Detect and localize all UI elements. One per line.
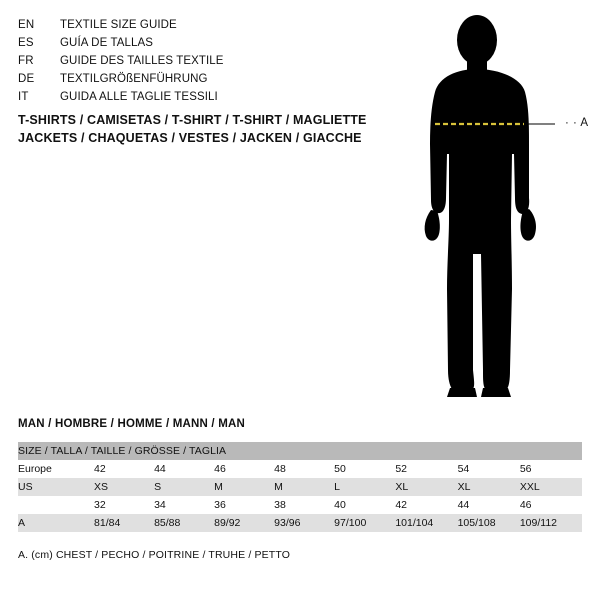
cell: 40	[334, 496, 395, 514]
row-label: US	[18, 478, 94, 496]
table-header-label: SIZE / TALLA / TAILLE / GRÖSSE / TAGLIA	[18, 442, 582, 460]
cell: 105/108	[458, 514, 520, 532]
row-label	[18, 496, 94, 514]
cell: 44	[154, 460, 214, 478]
row-label: Europe	[18, 460, 94, 478]
cell: 38	[274, 496, 334, 514]
cell: 50	[334, 460, 395, 478]
cell: 46	[214, 460, 274, 478]
cell: XXL	[520, 478, 582, 496]
language-row	[18, 34, 378, 52]
cell: 32	[94, 496, 154, 514]
table-header-row	[18, 442, 582, 460]
language-text: TEXTILGRÖßENFÜHRUNG	[60, 73, 208, 85]
cell: 36	[214, 496, 274, 514]
table-row	[18, 478, 582, 496]
cell: XS	[94, 478, 154, 496]
cell: 48	[274, 460, 334, 478]
cell: 101/104	[395, 514, 457, 532]
row-label: A	[18, 514, 94, 532]
language-text: GUIDA ALLE TAGLIE TESSILI	[60, 91, 218, 103]
cell: 89/92	[214, 514, 274, 532]
chest-callout-label: · · A	[565, 117, 589, 129]
cell: 81/84	[94, 514, 154, 532]
language-code: ES	[18, 37, 34, 49]
cell: 54	[458, 460, 520, 478]
table-row	[18, 460, 582, 478]
silhouette-svg	[395, 14, 600, 404]
garment-jackets: JACKETS / CHAQUETAS / VESTES / JACKEN / GIACCHE	[18, 131, 362, 145]
cell: 44	[458, 496, 520, 514]
language-code: EN	[18, 19, 35, 31]
table-row	[18, 496, 582, 514]
language-row	[18, 70, 378, 88]
language-list	[18, 16, 378, 106]
language-text: GUÍA DE TALLAS	[60, 37, 154, 49]
cell: M	[274, 478, 334, 496]
cell: M	[214, 478, 274, 496]
language-code: DE	[18, 73, 35, 85]
garment-types	[18, 111, 418, 147]
cell: 42	[94, 460, 154, 478]
cell: 52	[395, 460, 457, 478]
cell: 34	[154, 496, 214, 514]
garment-tshirts: T-SHIRTS / CAMISETAS / T-SHIRT / T-SHIRT / MAGLIETTE	[18, 113, 367, 127]
measurement-footnote: A. (cm) CHEST / PECHO / POITRINE / TRUHE / PETTO	[18, 549, 291, 561]
cell: 109/112	[520, 514, 582, 532]
language-row	[18, 52, 378, 70]
language-row	[18, 16, 378, 34]
cell: 93/96	[274, 514, 334, 532]
size-table	[18, 442, 582, 532]
language-row	[18, 88, 378, 106]
language-code: FR	[18, 55, 34, 67]
language-text: GUIDE DES TAILLES TEXTILE	[60, 55, 224, 67]
cell: S	[154, 478, 214, 496]
cell: 85/88	[154, 514, 214, 532]
language-code: IT	[18, 91, 29, 103]
male-silhouette-figure	[395, 14, 600, 404]
table-title: MAN / HOMBRE / HOMME / MANN / MAN	[18, 418, 246, 430]
language-text: TEXTILE SIZE GUIDE	[60, 19, 177, 31]
cell: 56	[520, 460, 582, 478]
cell: L	[334, 478, 395, 496]
cell: 97/100	[334, 514, 395, 532]
cell: XL	[395, 478, 457, 496]
cell: 42	[395, 496, 457, 514]
table-row	[18, 514, 582, 532]
cell: 46	[520, 496, 582, 514]
cell: XL	[458, 478, 520, 496]
